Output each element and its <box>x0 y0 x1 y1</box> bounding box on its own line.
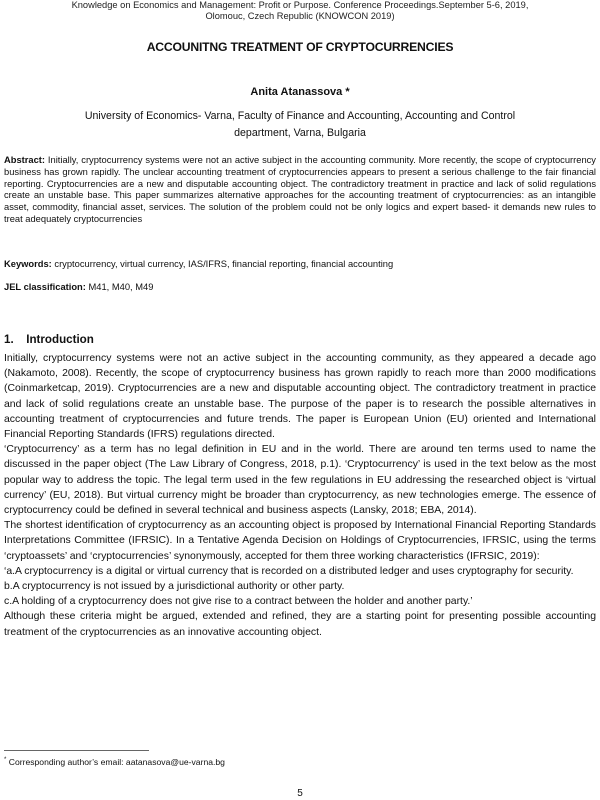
paragraph: ‘Cryptocurrency’ as a term has no legal definition in EU and in the world. There are around ten terms used to name the discussed in the paper object (The Law Library of Congress, 2018, p.1). ‘Cryptocurrency’ is used in the text below as the most popular way to address the topic. The legal term used in the few regulations in EU addressing the researched object is ‘virtual currency’ (EU, 2018). But virtual currency might be broader than cryptocurrency, as new technologies emerge. The essence of cryptocurrency could be defined in several technical and business aspects (Lansky, 2018; EBA, 2014). <box>4 444 596 517</box>
list-item: c.A holding of a cryptocurrency does not give rise to a contract between the holder and another party.’ <box>4 596 473 608</box>
body-text <box>4 351 596 640</box>
footnote <box>4 757 225 767</box>
section-title: Introduction <box>26 333 94 346</box>
footnote-text: Corresponding author’s email: aatanasova@ue-varna.bg <box>8 757 225 767</box>
paragraph: Initially, cryptocurrency systems were not an active subject in the accounting community, as they appeared a decade ago (Nakamoto, 2008). Recently, the scope of cryptocurrency business has grown rapidly to reach more than 2000 modifications (Coinmarketcap, 2019). Cryptocurrencies are a new and disputable accounting object. The contradictory treatment in practice and lack of solid regulations create an unstable base. The purpose of the paper is to research the possible alternatives in accounting treatment of cryptocurrencies and future trends. The paper is European Union (EU) oriented and International Financial Reporting Standards (IFRS) regulations directed. <box>4 353 596 441</box>
paragraph: The shortest identification of cryptocurrency as an accounting object is proposed by International Financial Reporting Standards Interpretations Committee (IFRSIC). In a Tentative Agenda Decision on Holdings of Cryptocurrencies, IFRSIC, using the terms ‘cryptoassets’ and ‘cryptocurrencies’ synonymously, accepted for them three working characteristics (IFRSIC, 2019): <box>4 520 596 562</box>
paragraph: Although these criteria might be argued, extended and refined, they are a starting point for presenting possible accounting treatment of the cryptocurrencies as an innovative accounting object. <box>4 611 596 638</box>
footnote-mark: * <box>4 757 7 764</box>
affiliation-line-2: department, Varna, Bulgaria <box>234 127 366 139</box>
abstract-text: Initially, cryptocurrency systems were not an active subject in the accounting community. More recently, the scope of cryptocurrency business has grown rapidly. The unclear accounting treatment of cryptocurrencies appears to present a serious challenge to the fair financial reporting. Cryptocurrencies are a new and disputable accounting object. The contradictory treatment in practice and lack of solid regulations create an unstable base. This paper summarizes alternative approaches for the accounting treatment of cryptocurrencies: as an intangible asset, commodity, financial asset, services. The solution of the problem could not be only logics and expert based- it demands new rules to treat adequately cryptocurrencies <box>4 155 596 224</box>
page-number: 5 <box>297 788 303 799</box>
section-number: 1. <box>4 333 14 346</box>
running-header-line-1: Knowledge on Economics and Management: Profit or Purpose. Conference Proceedings.September 5-6, 2019, <box>71 0 529 10</box>
running-header-line-2: Olomouc, Czech Republic (KNOWCON 2019) <box>205 11 395 21</box>
jel-label: JEL classification: <box>4 282 86 292</box>
abstract-label: Abstract: <box>4 155 46 165</box>
section-heading <box>4 333 94 346</box>
list-item: b.A cryptocurrency is not issued by a jurisdictional authority or other party. <box>4 581 345 593</box>
running-header <box>0 0 600 22</box>
jel-classification <box>4 282 596 294</box>
jel-text: M41, M40, M49 <box>88 282 154 292</box>
keywords <box>4 259 596 271</box>
author-name: Anita Atanassova * <box>250 86 350 98</box>
footnote-separator <box>4 750 149 751</box>
keywords-label: Keywords: <box>4 259 52 269</box>
abstract <box>4 155 596 226</box>
list-item: ‘a.A cryptocurrency is a digital or virtual currency that is recorded on a distributed ledger and uses cryptography for security. <box>4 565 574 577</box>
affiliation-line-1: University of Economics- Varna, Faculty of Finance and Accounting, Accounting and Control <box>84 110 516 122</box>
paper-title: ACCOUNITNG TREATMENT OF CRYPTOCURRENCIES <box>146 40 454 54</box>
keywords-text: cryptocurrency, virtual currency, IAS/IFRS, financial reporting, financial accounting <box>54 259 394 269</box>
author-affiliation <box>30 108 570 142</box>
